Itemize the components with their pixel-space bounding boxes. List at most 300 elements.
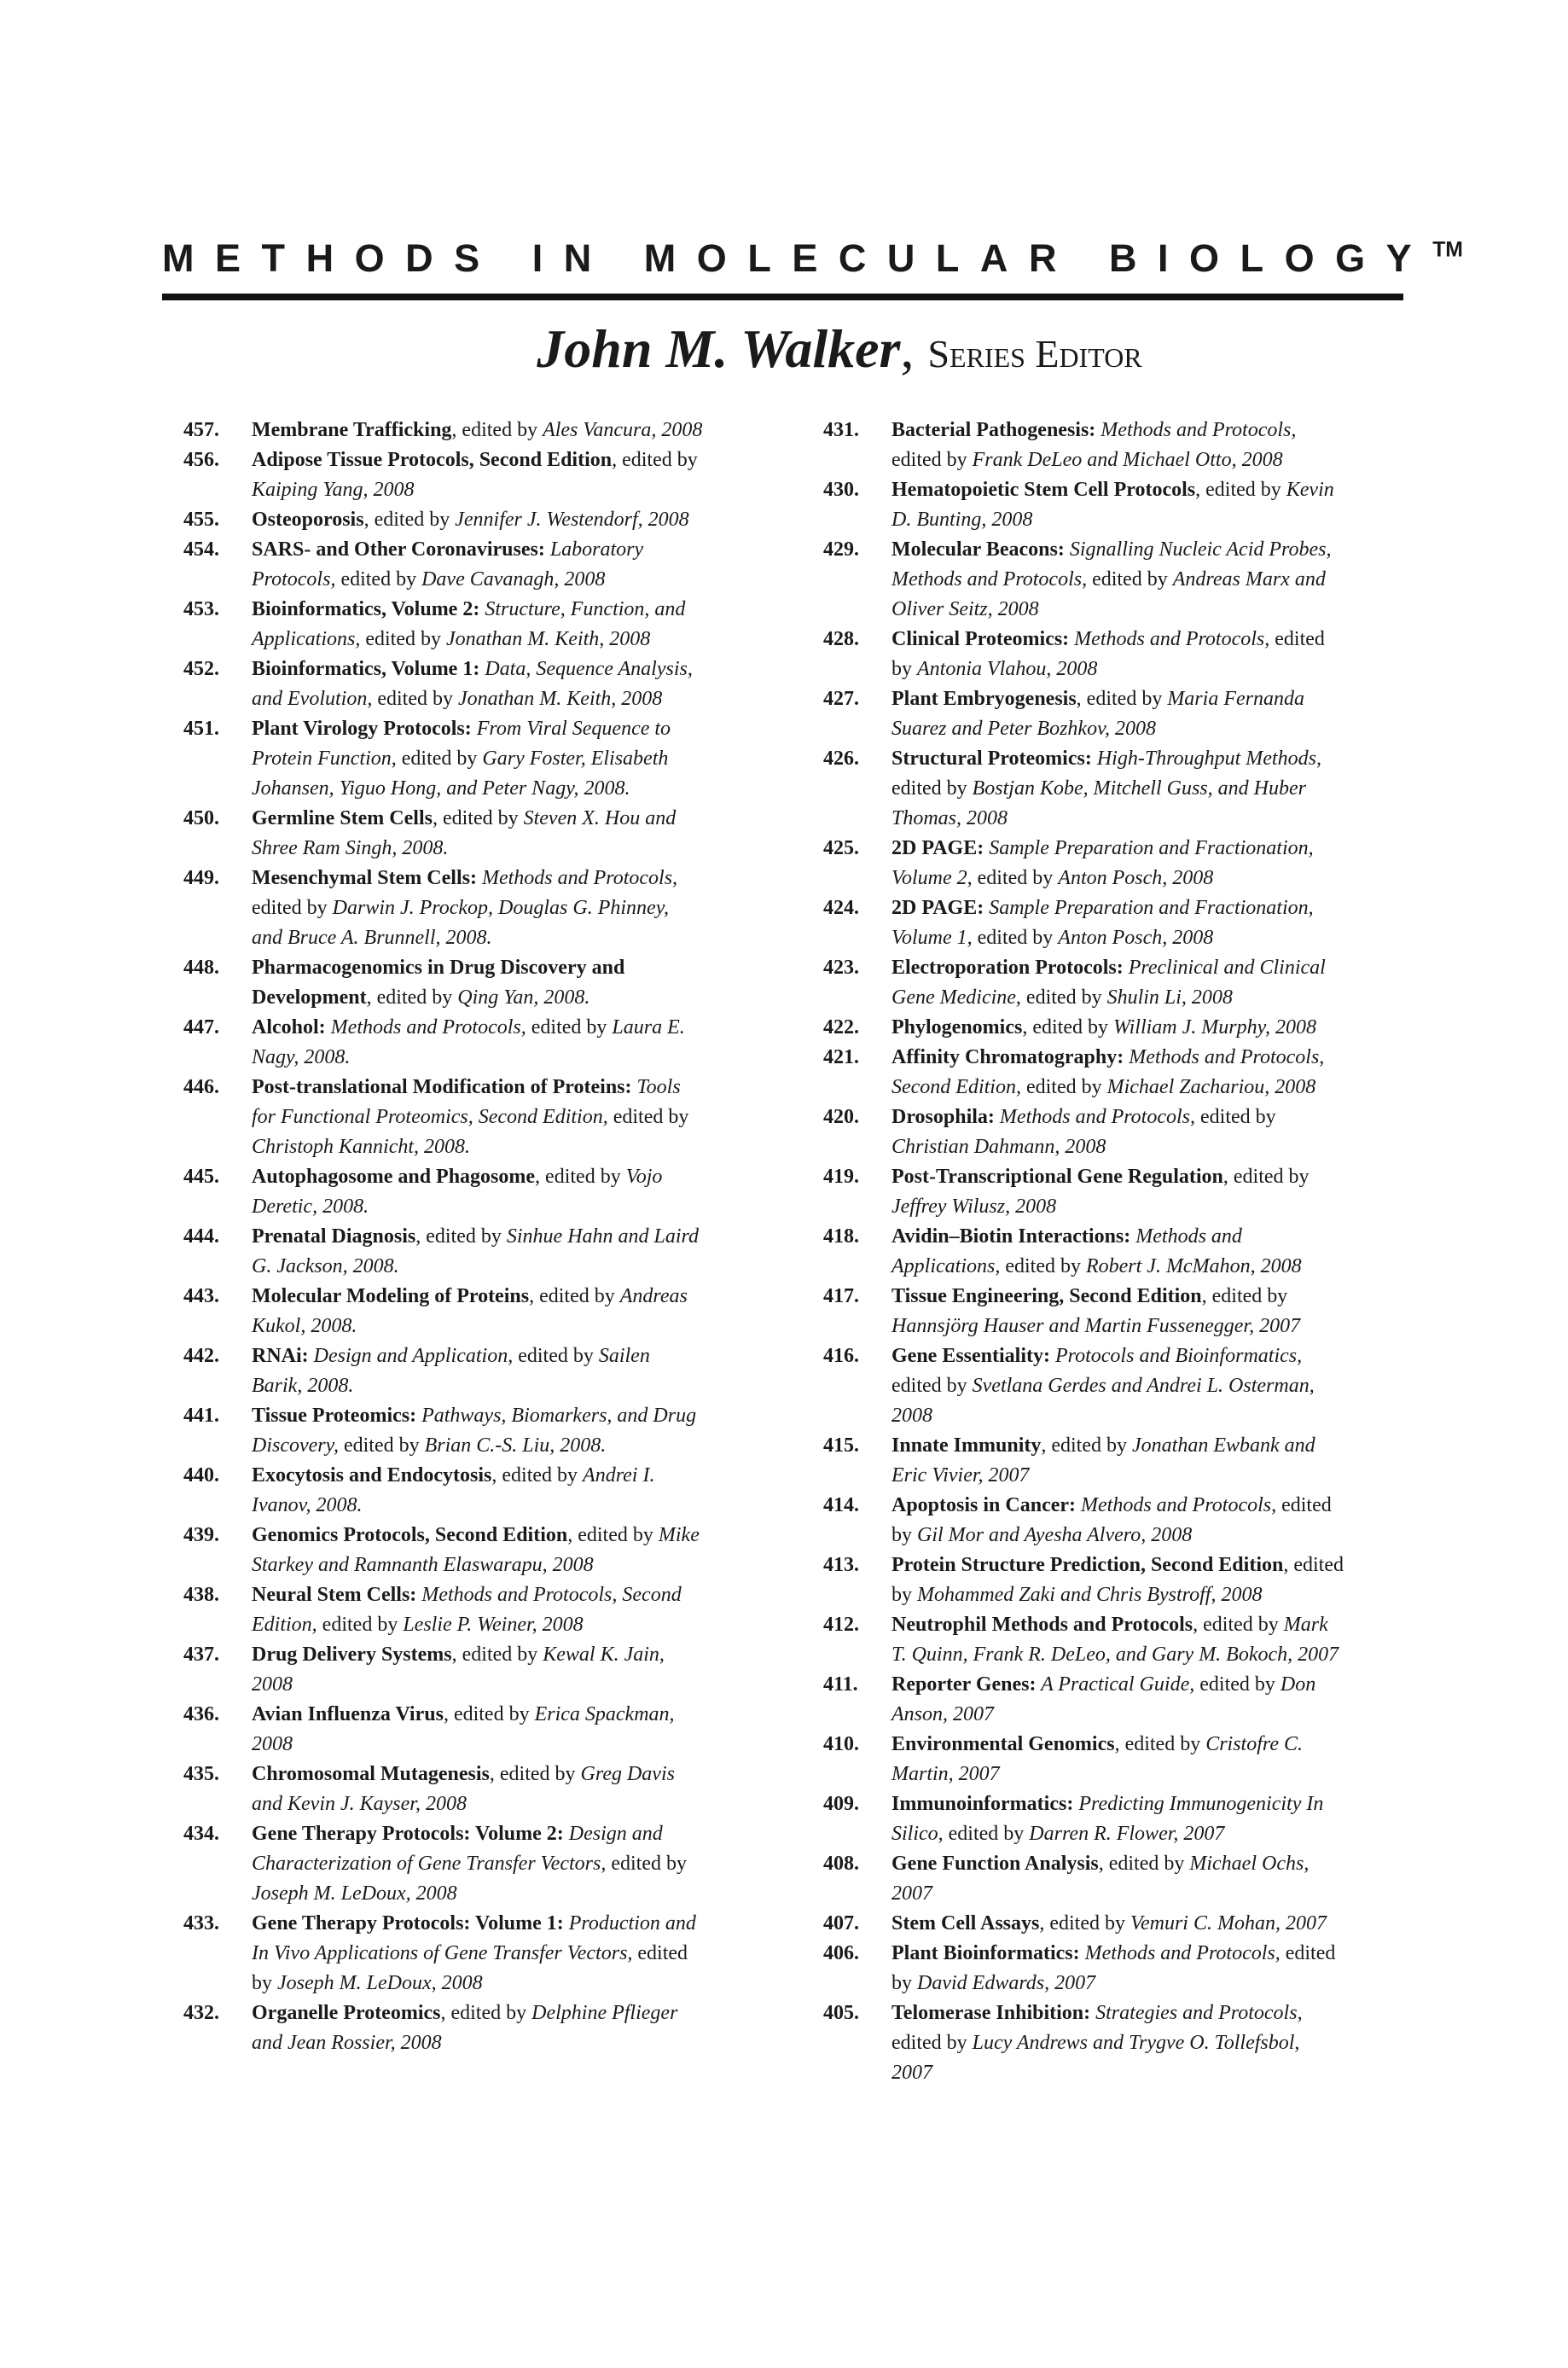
volume-title: Exocytosis and Endocytosis: [252, 1464, 492, 1487]
volume-title: Tissue Engineering, Second Edition: [891, 1285, 1202, 1307]
edited-by-label: edited by: [526, 1016, 613, 1039]
volume-editors: William J. Murphy, 2008: [1112, 1016, 1316, 1039]
volume-number: 449.: [183, 867, 219, 889]
volume-editors: Jonathan Ewbank and Eric Vivier, 2007: [891, 1434, 1315, 1487]
edited-by-label: , edited by: [440, 2002, 532, 2024]
volume-title: Organelle Proteomics: [252, 2002, 441, 2024]
volume-title: Pharmacogenomics in Drug Discovery and Development: [252, 957, 625, 1009]
volume-editors: Darwin J. Prockop, Douglas G. Phinney, and Bruce A. Brunnell, 2008.: [252, 897, 670, 949]
volume-number: 411.: [823, 1673, 858, 1696]
volume-number: 429.: [823, 538, 859, 561]
volume-entry: [823, 1610, 1344, 1670]
trademark-mark: TM: [1432, 238, 1463, 262]
volume-title: Gene Function Analysis: [891, 1853, 1099, 1875]
volume-title: Reporter Genes:: [891, 1673, 1037, 1696]
volume-editors: Jonathan M. Keith, 2008: [445, 628, 651, 650]
volume-title: Bioinformatics, Volume 1:: [252, 658, 480, 680]
volume-subtitle: Methods and Applications,: [891, 1225, 1242, 1277]
volume-title: Drosophila:: [891, 1106, 995, 1128]
volume-editors: Gary Foster, Elisabeth Johansen, Yiguo Hong, and Peter Nagy, 2008.: [252, 748, 669, 800]
edited-by-label: , edited by: [1195, 479, 1286, 501]
volume-title: Innate Immunity: [891, 1434, 1042, 1457]
volume-editors: Cristofre C. Martin, 2007: [891, 1733, 1304, 1785]
volume-editors: Mohammed Zaki and Chris Bystroff, 2008: [917, 1584, 1263, 1606]
volume-entry: [823, 1999, 1344, 2088]
volume-editors: Andreas Kukol, 2008.: [252, 1285, 688, 1337]
volume-entry: [183, 714, 704, 804]
edited-by-label: edited by: [396, 748, 483, 770]
volume-subtitle: Methods and Protocols,: [1095, 419, 1297, 441]
edited-by-label: edited by: [607, 1106, 689, 1128]
volume-subtitle: Methods and Protocols,: [325, 1016, 526, 1039]
volume-subtitle: Methods and Protocols,: [1076, 1494, 1277, 1516]
volume-entry: [823, 535, 1344, 625]
edited-by-label: edited by: [891, 1494, 1332, 1546]
edited-by-label: edited by: [513, 1345, 599, 1367]
volume-title: SARS- and Other Coronaviruses:: [252, 538, 545, 561]
volume-number: 446.: [183, 1076, 219, 1098]
volume-title: Post-translational Modification of Proteins:: [252, 1076, 632, 1098]
volume-subtitle: From Viral Sequence to Protein Function,: [252, 718, 671, 770]
volume-title: Immunoinformatics:: [891, 1793, 1074, 1815]
volume-title: Avian Influenza Virus: [252, 1703, 444, 1725]
volume-title: Membrane Trafficking: [252, 419, 452, 441]
volume-entry: [823, 1551, 1344, 1610]
edited-by-label: edited by: [360, 628, 446, 650]
volume-title: Electroporation Protocols:: [891, 957, 1124, 979]
volume-number: 451.: [183, 718, 219, 740]
volume-editors: Hannsjörg Hauser and Martin Fussenegger, 2007: [891, 1315, 1301, 1337]
volume-title: Autophagosome and Phagosome: [252, 1166, 536, 1188]
volume-number: 412.: [823, 1614, 859, 1636]
volume-subtitle: Tools for Functional Proteomics, Second Edition,: [252, 1076, 681, 1128]
edited-by-label: edited by: [338, 1434, 425, 1457]
volume-title: Plant Virology Protocols:: [252, 718, 472, 740]
volume-number: 424.: [823, 897, 859, 919]
volume-number: 453.: [183, 598, 219, 620]
volume-subtitle: Methods and Protocols,: [1079, 1942, 1281, 1964]
volume-entry: [823, 1431, 1344, 1491]
edited-by-label: edited by: [1087, 568, 1173, 591]
volume-editors: Antonia Vlahou, 2008: [917, 658, 1098, 680]
volume-title: Chromosomal Mutagenesis: [252, 1763, 490, 1785]
volume-editors: Leslie P. Weiner, 2008: [403, 1614, 584, 1636]
volume-title: Tissue Proteomics:: [252, 1405, 417, 1427]
volume-entry: [183, 864, 704, 953]
edited-by-label: , edited by: [415, 1225, 507, 1248]
volume-number: 423.: [823, 957, 859, 979]
volume-number: 427.: [823, 688, 859, 710]
volume-title: Germline Stem Cells: [252, 807, 433, 829]
volume-editors: Jonathan M. Keith, 2008: [457, 688, 663, 710]
volume-editors: Dave Cavanagh, 2008: [421, 568, 606, 591]
volume-entry: [823, 953, 1344, 1013]
edited-by-label: edited by: [1020, 1076, 1107, 1098]
volume-title: Osteoporosis: [252, 509, 364, 531]
volume-entry: [823, 1789, 1344, 1849]
volume-title: Prenatal Diagnosis: [252, 1225, 416, 1248]
edited-by-label: , edited by: [1076, 688, 1168, 710]
volume-entry: [823, 1939, 1344, 1999]
volume-entry: [823, 1909, 1344, 1939]
left-column: [183, 416, 704, 2058]
volume-title: Neutrophil Methods and Protocols: [891, 1614, 1193, 1636]
volume-entry: [183, 445, 704, 505]
volume-editors: Steven X. Hou and Shree Ram Singh, 2008.: [252, 807, 677, 859]
volume-number: 435.: [183, 1763, 219, 1785]
volume-entry: [183, 1760, 704, 1819]
volume-editors: David Edwards, 2007: [917, 1972, 1096, 1994]
volume-editors: Erica Spackman, 2008: [252, 1703, 675, 1755]
volume-title: Alcohol:: [252, 1016, 326, 1039]
volume-entry: [183, 1700, 704, 1760]
volume-entry: [183, 1999, 704, 2058]
volume-entry: [823, 416, 1344, 475]
volume-number: 431.: [823, 419, 859, 441]
volume-number: 419.: [823, 1166, 859, 1188]
volume-title: Gene Therapy Protocols: Volume 1:: [252, 1912, 564, 1935]
volume-number: 428.: [823, 628, 859, 650]
volume-entry: [183, 1341, 704, 1401]
volume-subtitle: Structure, Function, and Applications,: [252, 598, 686, 650]
edited-by-label: , edited by: [1022, 1016, 1113, 1039]
volume-editors: Christoph Kannicht, 2008.: [252, 1136, 471, 1158]
editor-name: John M. Walker: [537, 318, 901, 379]
volume-entry: [823, 744, 1344, 834]
volume-editors: Andrei I. Ivanov, 2008.: [252, 1464, 655, 1516]
edited-by-label: edited by: [891, 2032, 973, 2054]
volume-title: 2D PAGE:: [891, 897, 984, 919]
volume-title: Hematopoietic Stem Cell Protocols: [891, 479, 1196, 501]
volume-number: 432.: [183, 2002, 219, 2024]
volume-title: Affinity Chromatography:: [891, 1046, 1124, 1068]
volume-editors: Jeffrey Wilusz, 2008: [891, 1196, 1057, 1218]
volume-entry: [823, 625, 1344, 684]
volume-title: Molecular Beacons:: [891, 538, 1065, 561]
volume-entry: [183, 655, 704, 714]
edited-by-label: , edited by: [432, 807, 524, 829]
volume-number: 408.: [823, 1853, 859, 1875]
volume-number: 430.: [823, 479, 859, 501]
edited-by-label: , edited by: [443, 1703, 535, 1725]
volume-entry: [183, 1401, 704, 1461]
volume-title: Bioinformatics, Volume 2:: [252, 598, 480, 620]
volume-number: 441.: [183, 1405, 219, 1427]
volume-entry: [823, 1043, 1344, 1103]
volume-entry: [183, 1640, 704, 1700]
volume-title: Stem Cell Assays: [891, 1912, 1040, 1935]
volume-number: 422.: [823, 1016, 859, 1039]
volume-number: 444.: [183, 1225, 219, 1248]
volume-subtitle: Methods and Protocols,: [476, 867, 678, 889]
edited-by-label: , edited by: [491, 1464, 584, 1487]
volume-title: Plant Bioinformatics:: [891, 1942, 1080, 1964]
volume-entry: [183, 416, 704, 445]
volume-number: 454.: [183, 538, 219, 561]
volume-entry: [823, 475, 1344, 535]
volume-title: 2D PAGE:: [891, 837, 984, 859]
edited-by-label: , edited by: [451, 1644, 543, 1666]
volume-number: 421.: [823, 1046, 859, 1068]
edited-by-label: , edited by: [366, 986, 458, 1009]
volume-editors: Svetlana Gerdes and Andrei L. Osterman, 2008: [891, 1375, 1315, 1427]
volume-title: Gene Therapy Protocols: Volume 2:: [252, 1823, 564, 1845]
volume-number: 443.: [183, 1285, 219, 1307]
edited-by-label: , edited by: [612, 449, 698, 471]
right-column: [823, 416, 1344, 2088]
volume-editors: Kevin D. Bunting, 2008: [891, 479, 1334, 531]
volume-entry: [183, 535, 704, 595]
volume-subtitle: Methods and Protocols,: [1069, 628, 1270, 650]
volume-number: 418.: [823, 1225, 859, 1248]
edited-by-label: edited by: [972, 927, 1059, 949]
volume-number: 420.: [823, 1106, 859, 1128]
edited-by-label: , edited by: [451, 419, 543, 441]
edited-by-label: , edited by: [363, 509, 456, 531]
volume-subtitle: Laboratory Protocols,: [252, 538, 644, 591]
edited-by-label: edited by: [972, 867, 1059, 889]
volume-title: Structural Proteomics:: [891, 748, 1092, 770]
volume-subtitle: Pathways, Biomarkers, and Drug Discovery,: [252, 1405, 697, 1457]
volume-title: Telomerase Inhibition:: [891, 2002, 1091, 2024]
volume-entry: [183, 1162, 704, 1222]
volume-subtitle: Sample Preparation and Fractionation, Volume 1,: [891, 897, 1314, 949]
volume-number: 442.: [183, 1345, 219, 1367]
volume-entry: [183, 505, 704, 535]
volume-number: 440.: [183, 1464, 219, 1487]
volume-editors: Anton Posch, 2008: [1058, 927, 1214, 949]
volume-number: 439.: [183, 1524, 219, 1546]
edited-by-label: edited by: [891, 449, 973, 471]
volume-editors: Kewal K. Jain, 2008: [252, 1644, 665, 1696]
volume-title: Avidin–Biotin Interactions:: [891, 1225, 1131, 1248]
volume-editors: Lucy Andrews and Trygve O. Tollefsbol, 2007: [891, 2032, 1300, 2084]
volume-editors: Ales Vancura, 2008: [543, 419, 703, 441]
volume-editors: Sinhue Hahn and Laird G. Jackson, 2008.: [252, 1225, 699, 1277]
volume-subtitle: Design and Characterization of Gene Transfer Vectors,: [252, 1823, 663, 1875]
volume-entry: [823, 834, 1344, 893]
volume-number: 436.: [183, 1703, 219, 1725]
volume-entry: [823, 1849, 1344, 1909]
volume-editors: Andreas Marx and Oliver Seitz, 2008: [891, 568, 1326, 620]
edited-by-label: , edited by: [489, 1763, 581, 1785]
volume-subtitle: Predicting Immunogenicity In Silico,: [891, 1793, 1324, 1845]
volume-title: Genomics Protocols, Second Edition: [252, 1524, 568, 1546]
edited-by-label: , edited by: [1041, 1434, 1132, 1457]
volume-title: Clinical Proteomics:: [891, 628, 1070, 650]
volume-entry: [823, 1103, 1344, 1162]
volume-editors: Robert J. McMahon, 2008: [1085, 1255, 1302, 1277]
volume-number: 405.: [823, 2002, 859, 2024]
volume-editors: Vemuri C. Mohan, 2007: [1130, 1912, 1327, 1935]
volume-number: 437.: [183, 1644, 219, 1666]
volume-title: Neural Stem Cells:: [252, 1584, 417, 1606]
volume-entry: [823, 893, 1344, 953]
volume-number: 452.: [183, 658, 219, 680]
volume-entry: [823, 1670, 1344, 1730]
edited-by-label: , edited by: [1114, 1733, 1206, 1755]
volume-title: Gene Essentiality:: [891, 1345, 1050, 1367]
volume-title: Bacterial Pathogenesis:: [891, 419, 1096, 441]
volume-subtitle: Design and Application,: [308, 1345, 514, 1367]
volume-editors: Shulin Li, 2008: [1106, 986, 1233, 1009]
volume-title: Environmental Genomics: [891, 1733, 1115, 1755]
volume-subtitle: Preclinical and Clinical Gene Medicine,: [891, 957, 1326, 1009]
volume-number: 416.: [823, 1345, 859, 1367]
volume-entry: [823, 1491, 1344, 1551]
volume-number: 407.: [823, 1912, 859, 1935]
volume-subtitle: High-Throughput Methods,: [1091, 748, 1321, 770]
editor-separator: ,: [900, 318, 928, 379]
edited-by-label: edited by: [891, 1375, 973, 1397]
title-rule: [162, 294, 1403, 300]
volume-number: 447.: [183, 1016, 219, 1039]
volume-subtitle: Sample Preparation and Fractionation, Volume 2,: [891, 837, 1314, 889]
volume-title: Apoptosis in Cancer:: [891, 1494, 1077, 1516]
edited-by-label: , edited by: [529, 1285, 620, 1307]
edited-by-label: , edited by: [1222, 1166, 1310, 1188]
volume-editors: Gil Mor and Ayesha Alvero, 2008: [917, 1524, 1193, 1546]
edited-by-label: edited by: [943, 1823, 1030, 1845]
volume-editors: Sailen Barik, 2008.: [252, 1345, 650, 1397]
volume-title: RNAi:: [252, 1345, 309, 1367]
volume-number: 457.: [183, 419, 219, 441]
edited-by-label: edited by: [335, 568, 422, 591]
edited-by-label: edited by: [372, 688, 458, 710]
volume-editors: Michael Zachariou, 2008: [1106, 1076, 1316, 1098]
edited-by-label: , edited by: [1193, 1614, 1284, 1636]
edited-by-label: edited by: [1020, 986, 1107, 1009]
volume-entry: [183, 804, 704, 864]
volume-entry: [823, 1730, 1344, 1789]
edited-by-label: , edited by: [535, 1166, 626, 1188]
volume-entry: [183, 1073, 704, 1162]
edited-by-label: edited by: [891, 777, 973, 800]
volume-entry: [183, 1282, 704, 1341]
volume-editors: Vojo Deretic, 2008.: [252, 1166, 663, 1218]
edited-by-label: edited by: [252, 1942, 688, 1994]
volume-editors: Mark T. Quinn, Frank R. DeLeo, and Gary M. Bokoch, 2007: [891, 1614, 1339, 1666]
volume-entry: [823, 684, 1344, 744]
volume-subtitle: A Practical Guide,: [1036, 1673, 1195, 1696]
volume-editors: Anton Posch, 2008: [1058, 867, 1214, 889]
volume-number: 415.: [823, 1434, 859, 1457]
volume-entry: [183, 1909, 704, 1999]
volume-number: 414.: [823, 1494, 859, 1516]
series-title: [162, 236, 1463, 280]
edited-by-label: edited by: [891, 1942, 1336, 1994]
volume-entry: [183, 1222, 704, 1282]
volume-number: 426.: [823, 748, 859, 770]
volume-subtitle: Methods and Protocols, Second Edition,: [252, 1584, 682, 1636]
volume-entry: [183, 1819, 704, 1909]
volume-editors: Michael Ochs, 2007: [891, 1853, 1310, 1905]
volume-entry: [183, 953, 704, 1013]
volume-number: 445.: [183, 1166, 219, 1188]
edited-by-label: edited by: [1000, 1255, 1086, 1277]
volume-subtitle: Data, Sequence Analysis, and Evolution,: [252, 658, 693, 710]
volume-entry: [183, 1521, 704, 1580]
volume-number: 433.: [183, 1912, 219, 1935]
volume-editors: Joseph M. LeDoux, 2008: [277, 1972, 483, 1994]
edited-by-label: edited by: [606, 1853, 687, 1875]
volume-editors: Jennifer J. Westendorf, 2008: [455, 509, 689, 531]
volume-number: 448.: [183, 957, 219, 979]
volume-title: Phylogenomics: [891, 1016, 1023, 1039]
edited-by-label: , edited by: [891, 1554, 1344, 1606]
edited-by-label: edited by: [252, 897, 333, 919]
volume-editors: Laura E. Nagy, 2008.: [252, 1016, 685, 1068]
series-title-text: METHODS IN MOLECULAR BIOLOGY: [162, 236, 1433, 280]
volume-editors: Greg Davis and Kevin J. Kayser, 2008: [252, 1763, 675, 1815]
volume-subtitle: Methods and Protocols,: [994, 1106, 1196, 1128]
volume-entry: [183, 595, 704, 655]
volume-number: 409.: [823, 1793, 859, 1815]
edited-by-label: edited by: [891, 628, 1325, 680]
edited-by-label: edited by: [317, 1614, 404, 1636]
volume-subtitle: Strategies and Protocols,: [1090, 2002, 1303, 2024]
edited-by-label: , edited by: [1039, 1912, 1130, 1935]
volume-entry: [823, 1222, 1344, 1282]
volume-entry: [823, 1013, 1344, 1043]
volume-entry: [823, 1341, 1344, 1431]
volume-subtitle: Methods and Protocols, Second Edition,: [891, 1046, 1325, 1098]
volume-entry: [823, 1162, 1344, 1222]
volume-title: Molecular Modeling of Proteins: [252, 1285, 530, 1307]
editor-role: Series Editor: [927, 332, 1142, 375]
volume-editors: Mike Starkey and Ramnanth Elaswarapu, 2008: [252, 1524, 700, 1576]
volume-subtitle: Signalling Nucleic Acid Probes, Methods and Protocols,: [891, 538, 1332, 591]
volume-title: Post-Transcriptional Gene Regulation: [891, 1166, 1223, 1188]
volume-editors: Brian C.-S. Liu, 2008.: [424, 1434, 607, 1457]
edited-by-label: edited by: [1195, 1106, 1276, 1128]
volume-subtitle: Protocols and Bioinformatics,: [1050, 1345, 1303, 1367]
volume-number: 410.: [823, 1733, 859, 1755]
volume-title: Adipose Tissue Protocols, Second Edition: [252, 449, 613, 471]
volume-editors: Don Anson, 2007: [891, 1673, 1316, 1725]
volume-editors: Delphine Pflieger and Jean Rossier, 2008: [252, 2002, 678, 2054]
volume-editors: Darren R. Flower, 2007: [1029, 1823, 1225, 1845]
volume-number: 450.: [183, 807, 219, 829]
volume-subtitle: Production and In Vivo Applications of Gene Transfer Vectors,: [252, 1912, 696, 1964]
volume-editors: Qing Yan, 2008.: [457, 986, 590, 1009]
series-editor-line: [0, 317, 1568, 381]
edited-by-label: , edited by: [1201, 1285, 1288, 1307]
volume-title: Plant Embryogenesis: [891, 688, 1077, 710]
volume-editors: Joseph M. LeDoux, 2008: [252, 1882, 457, 1905]
volume-number: 434.: [183, 1823, 219, 1845]
volume-entry: [183, 1013, 704, 1073]
volume-number: 413.: [823, 1554, 859, 1576]
volume-editors: Kaiping Yang, 2008: [252, 479, 415, 501]
volume-number: 406.: [823, 1942, 859, 1964]
volume-title: Protein Structure Prediction, Second Edition: [891, 1554, 1284, 1576]
volume-entry: [823, 1282, 1344, 1341]
volume-editors: Bostjan Kobe, Mitchell Guss, and Huber Thomas, 2008: [891, 777, 1306, 829]
volume-entry: [183, 1461, 704, 1521]
edited-by-label: edited by: [1194, 1673, 1281, 1696]
volume-number: 456.: [183, 449, 219, 471]
volume-number: 417.: [823, 1285, 859, 1307]
volume-title: Mesenchymal Stem Cells:: [252, 867, 477, 889]
volume-editors: Frank DeLeo and Michael Otto, 2008: [972, 449, 1283, 471]
volume-title: Drug Delivery Systems: [252, 1644, 452, 1666]
volume-entry: [183, 1580, 704, 1640]
edited-by-label: , edited by: [567, 1524, 659, 1546]
volume-editors: Christian Dahmann, 2008: [891, 1136, 1106, 1158]
volume-number: 425.: [823, 837, 859, 859]
volume-number: 455.: [183, 509, 219, 531]
